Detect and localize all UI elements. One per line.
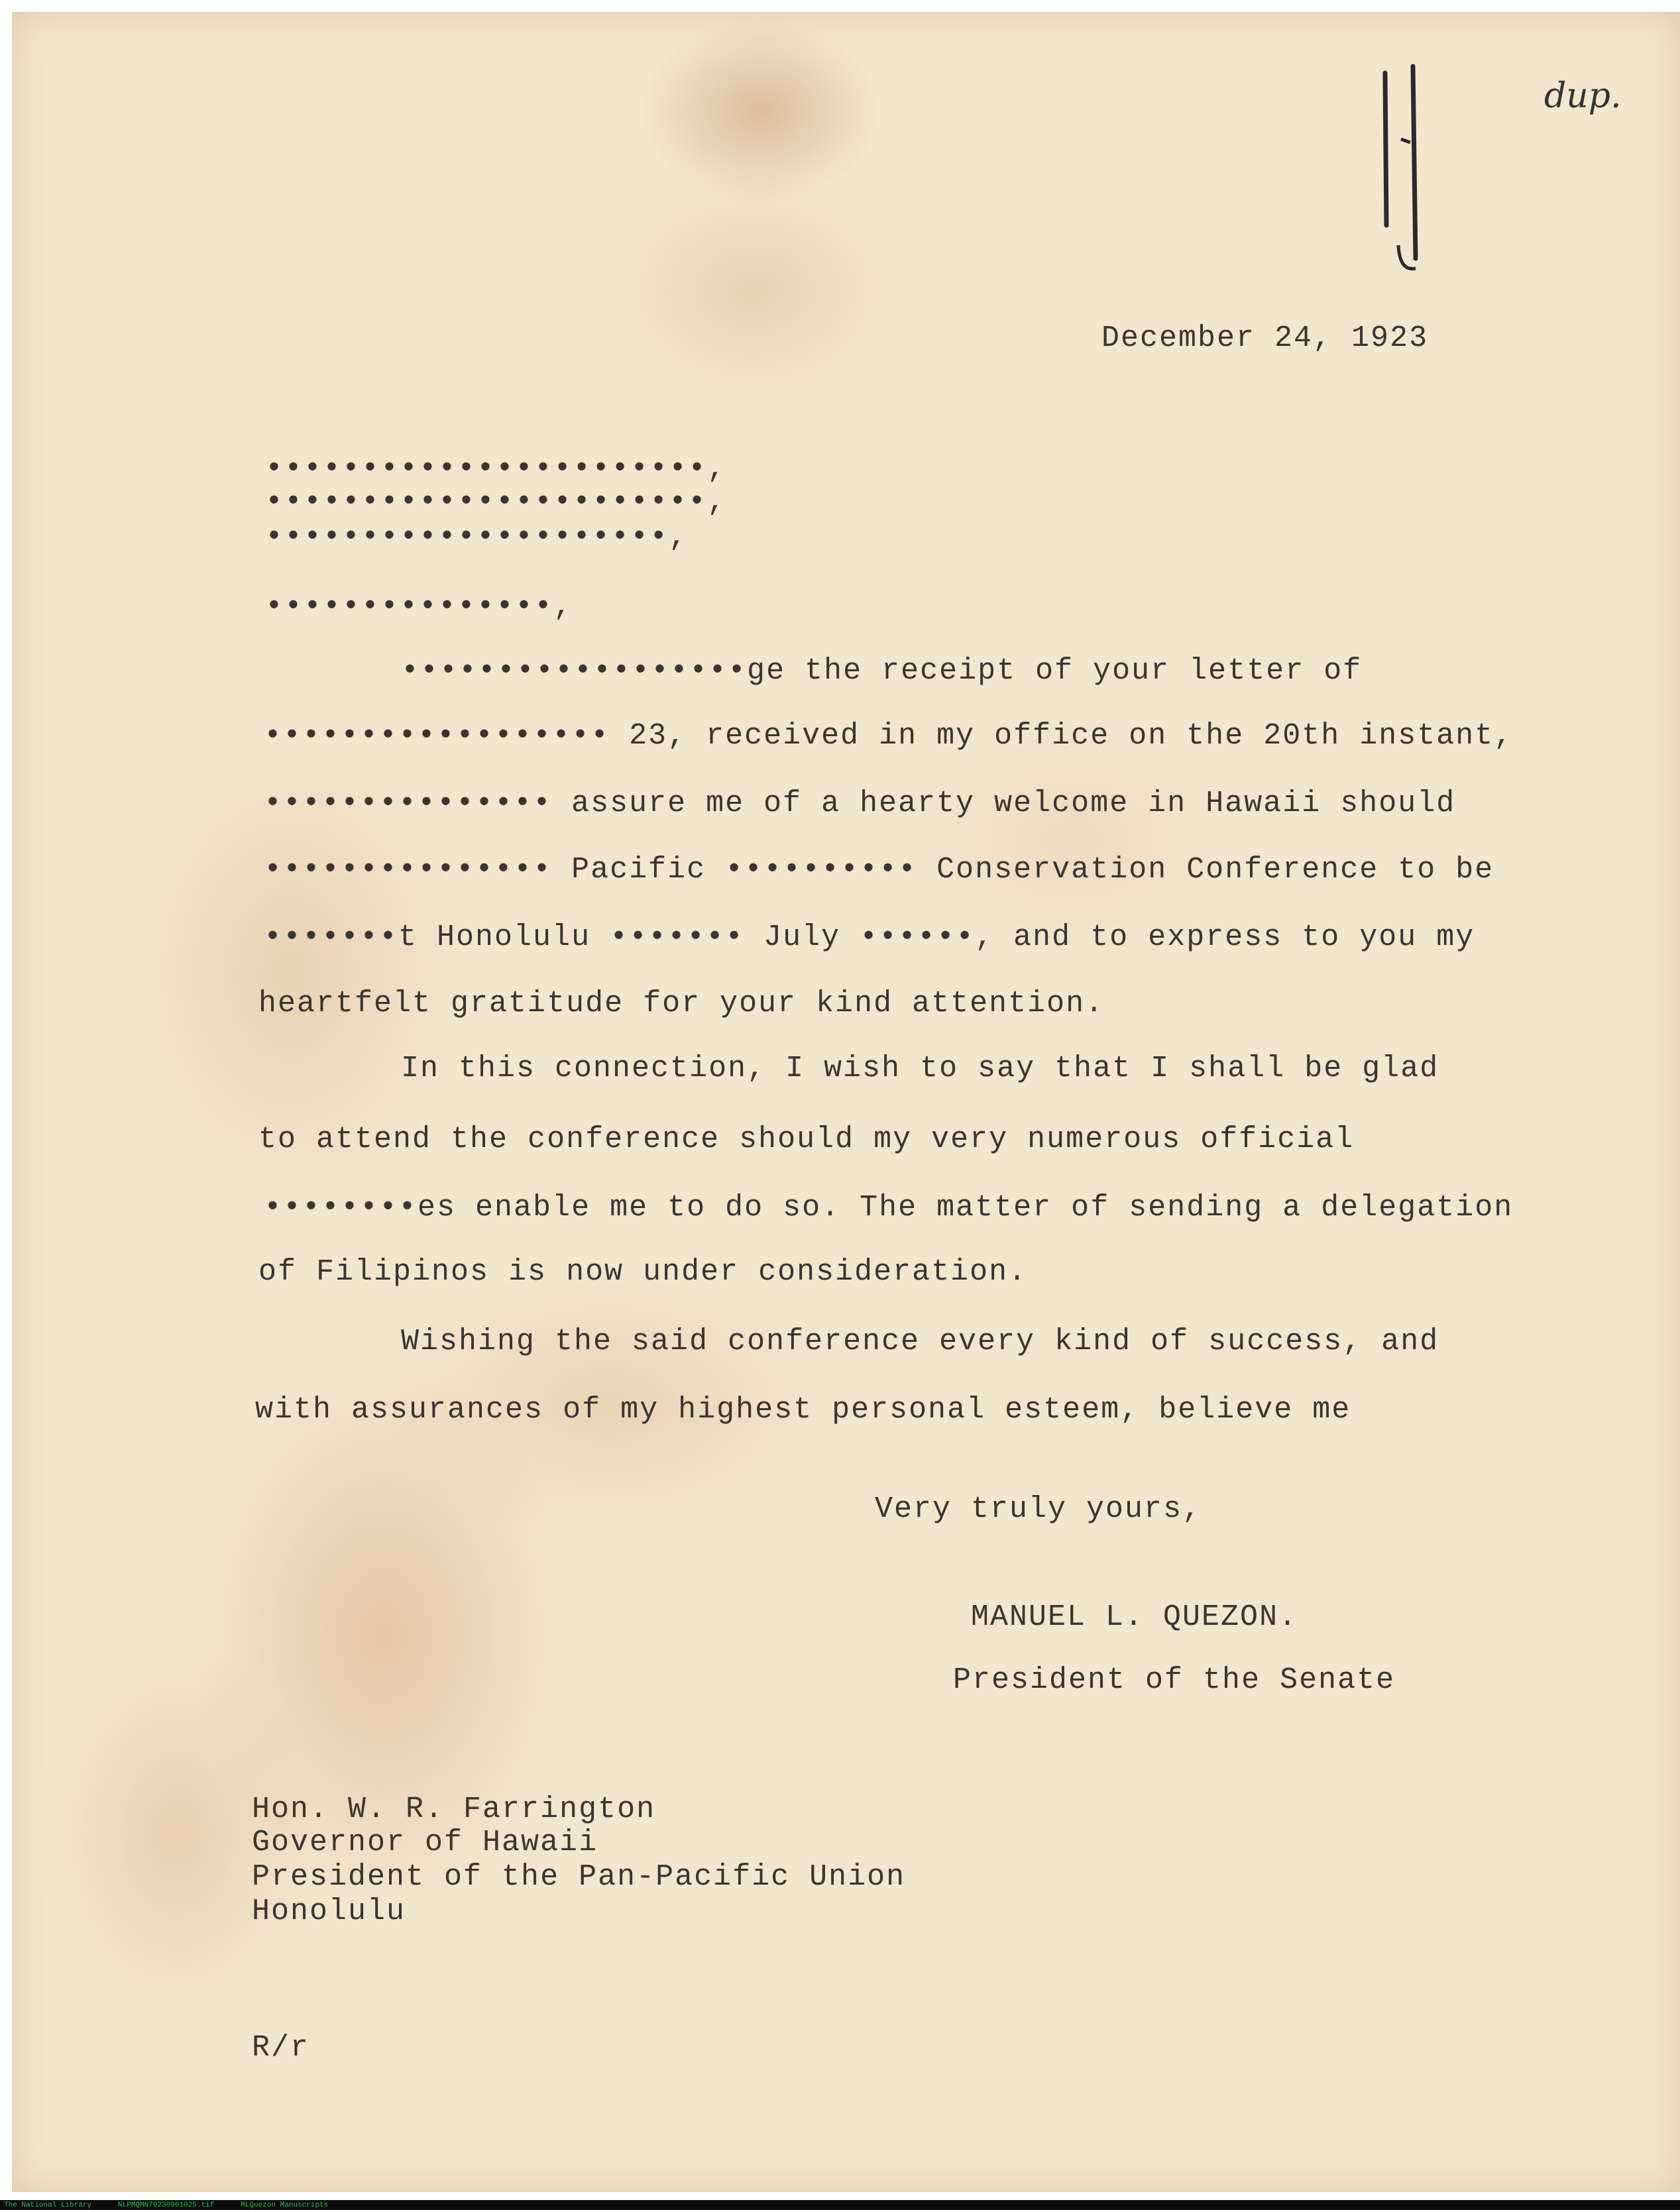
scan-footer <box>0 2200 1680 2210</box>
body-line: to attend the conference should my very numerous official <box>258 1123 1355 1156</box>
body-line: of Filipinos is now under consideration. <box>258 1255 1028 1289</box>
handwritten-page-mark <box>1372 60 1451 278</box>
body-line: •••••••t Honolulu ••••••• July ••••••, and to express to you my <box>264 920 1475 954</box>
body-line: heartfelt gratitude for your kind attention. <box>258 987 1105 1021</box>
typist-initials: R/r <box>252 2031 310 2065</box>
body-line: with assurances of my highest personal esteem, believe me <box>255 1393 1351 1427</box>
salutation-line: •••••••••••••••••••••••, <box>265 452 727 486</box>
body-line: ••••••••••••••• Pacific •••••••••• Conservation Conference to be <box>264 853 1494 887</box>
body-line: In this connection, I wish to say that I shall be glad <box>401 1052 1439 1085</box>
signature-name: MANUEL L. QUEZON. <box>971 1600 1298 1634</box>
handwritten-note: dup. <box>1544 76 1622 116</box>
body-line: ••••••••••••••• assure me of a hearty welcome in Hawaii should <box>264 787 1456 820</box>
recipient-line: Honolulu <box>252 1895 406 1928</box>
recipient-line: Hon. W. R. Farrington <box>252 1793 656 1826</box>
footer-file: NLPMQMN70230901025.tif <box>118 2201 215 2209</box>
salutation-line: •••••••••••••••••••••, <box>265 520 689 554</box>
letter-date: December 24, 1923 <box>1101 321 1429 355</box>
closing: Very truly yours, <box>875 1492 1202 1526</box>
body-line: Wishing the said conference every kind of success, and <box>401 1325 1439 1358</box>
body-line: •••••••••••••••••• 23, received in my office on the 20th instant, <box>264 719 1514 753</box>
footer-library: The National Library <box>4 2201 92 2209</box>
salutation-line: •••••••••••••••••••••••, <box>265 485 727 519</box>
recipient-line: Governor of Hawaii <box>252 1826 598 1859</box>
recipient-line: President of the Pan-Pacific Union <box>252 1860 906 1894</box>
footer-collection: MLQuezon Manuscripts <box>241 2201 329 2209</box>
body-line: ••••••••es enable me to do so. The matter of sending a delegation <box>264 1191 1514 1225</box>
signature-title: President of the Senate <box>953 1663 1396 1697</box>
salutation-line: •••••••••••••••, <box>265 590 573 624</box>
body-line: ••••••••••••••••••ge the receipt of your letter of <box>401 654 1363 688</box>
